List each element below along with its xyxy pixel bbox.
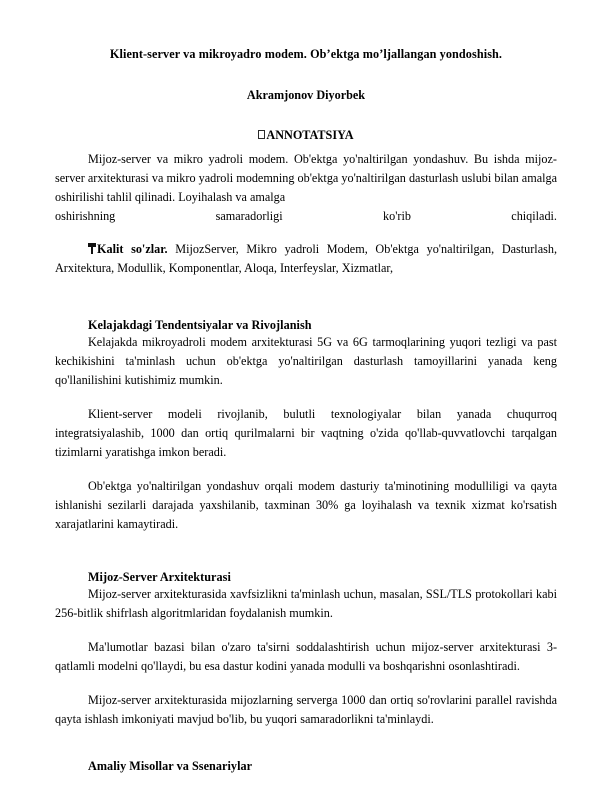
section-paragraph: Klient-server modeli rivojlanib, bulutli texnologiyalar bilan yanada chuqurroq integratsiyalashib, 1000 dan ortiq qurilmalarni bir vaqtning o'zida qo'llab-quvvatlovchi tarqalgan tizimlarni yaratishga imkon beradi. [55, 407, 557, 459]
annotation-heading-label: ANNOTATSIYA [266, 128, 354, 143]
section-heading-client-server: Mijoz-Server Arxitekturasi [88, 569, 231, 584]
section-paragraph: Ma'lumotlar bazasi bilan o'zaro ta'sirni soddalashtirish uchun mijoz-server arxitekturasi 3-qatlamli modelni qo'llaydi, bu esa dastur kodini yanada modulli va boshqarishni osonlashtiradi. [55, 640, 557, 674]
annotation-body: Mijoz-server va mikro yadroli modem. Ob'ektga yo'naltirilgan yondashuv. Bu ishda mijoz-server arxitekturasi va mikro yadroli modemning ob'ektga yo'naltirilgan dasturlash uslubi bilan amalga oshirilishi tahlil qilinadi. Loyihalash va amalga [55, 152, 557, 205]
keywords-label: Kalit so'zlar. [97, 241, 168, 256]
keywords-paragraph [55, 226, 557, 278]
section-paragraph: Mijoz-server arxitekturasida xavfsizlikni ta'minlash uchun, masalan, SSL/TLS protokollari kabi 256-bitlik shifrlash algoritmlaridan foydalanish mumkin. [55, 587, 557, 621]
missing-glyph-box-icon [258, 130, 265, 139]
page-title: Klient-server va mikroyadro modem. Ob’ektga mo’ljallangan yondoshish. [109, 47, 503, 61]
author-name: Akramjonov Diyorbek [246, 88, 366, 103]
key-icon [88, 243, 96, 254]
annotation-word-1: oshirishning [55, 209, 116, 223]
annotation-heading [55, 102, 557, 142]
annotation-last-line [55, 207, 557, 226]
keywords-list: MijozServer, Mikro yadroli Modem, Ob'ektga yo'naltirilgan, Dasturlash, Arxitektura, Modullik, Komponentlar, Aloqa, Interfeyslar, Xizmatlar, [55, 241, 557, 275]
annotation-word-2: samaradorligi [215, 209, 283, 223]
section-heading-trends: Kelajakdagi Tendentsiyalar va Rivojlanish [88, 317, 312, 332]
annotation-word-4: chiqiladi. [511, 209, 557, 223]
section-paragraph: Mijoz-server arxitekturasida mijozlarning serverga 1000 dan ortiq so'rovlarini parallel ravishda qayta ishlash imkoniyati mavjud bo'lib, bu yuqori samaradorlikni ta'minlaydi. [55, 693, 557, 726]
section-paragraph: Kelajakda mikroyadroli modem arxitekturasi 5G va 6G tarmoqlarining yuqori tezligi va past kechikishini ta'minlash uchun ob'ektga yo'naltirilgan dasturlash tamoyillarini yanada keng qo'llanilishini kutishimiz mumkin. [55, 335, 557, 388]
section-heading-examples: Amaliy Misollar va Ssenariylar [88, 758, 253, 773]
section-paragraph: Ob'ektga yo'naltirilgan yondashuv orqali modem dasturiy ta'minotining modulliligi va qayta ishlanishi sezilarli darajada yaxshilanib, taxminan 30% ga loyihalash va texnik xizmat ko'rsatish xarajatlarini kamaytiradi. [55, 478, 557, 531]
page-content [55, 0, 557, 774]
annotation-word-3: ko'rib [383, 209, 411, 223]
